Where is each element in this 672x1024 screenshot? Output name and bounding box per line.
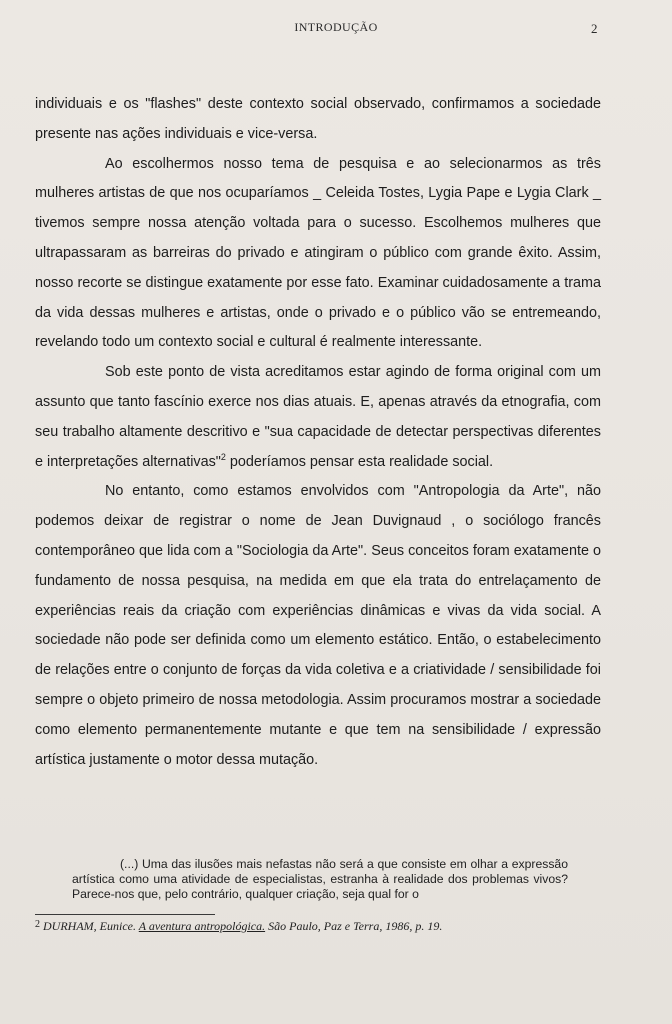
- footnote-author: DURHAM, Eunice.: [43, 919, 136, 933]
- paragraph-research-theme: Ao escolhermos nosso tema de pesquisa e ao selecionarmos as três mulheres artistas de que nos ocuparíamos _ Celeida Tostes, Lygia Pape e Lygia Clark _ tivemos sempre nossa atenção voltada para o sucesso. Escolhemos mulheres que ultrapassaram as barreiras do privado e atingiram o público com grande êxito. Assim, nosso recorte se distingue exatamente por esse fato. Examinar cuidadosamente a trama da vida dessas mulheres e artistas, onde o privado e o público vão se entremeando, revelando todo um contexto social e cultural é realmente interessante.: [35, 155, 601, 351]
- block-quote-text: (...) Uma das ilusões mais nefastas não será a que consiste em olhar a expressão artística como uma atividade de especialistas, estranha à realidade dos problemas vivos? Parece-nos que, pelo contrário, qualquer criação, seja qual for o: [72, 857, 568, 902]
- footnote-divider: [35, 914, 215, 915]
- block-quote: [72, 857, 568, 903]
- paragraph-ethnography: [35, 358, 601, 477]
- paragraph-sociology-of-art: No entanto, como estamos envolvidos com "Antropologia da Arte", não podemos deixar de registrar o nome de Jean Duvignaud , o sociólogo francês contemporâneo que lida com a "Sociologia da Arte". Seus conceitos foram exatamente o fundamento de nossa pesquisa, na medida em que ela trata do entrelaçamento de experiências reais da criação com experiências dinâmicas e vivas da vida social. A sociedade não pode ser definida como um elemento estático. Então, o estabelecimento de relações entre o conjunto de forças da vida coletiva e a criatividade / sensibilidade foi sempre o objeto primeiro de nossa metodologia. Assim procuramos mostrar a sociedade como elemento permanentemente mutante e que tem na sensibilidade / expressão artística justamente o motor dessa mutação.: [35, 483, 601, 768]
- footnote: [35, 919, 615, 934]
- main-text: [35, 90, 601, 775]
- footnote-marker: 2: [35, 919, 40, 930]
- footnote-book-title: A aventura antropológica.: [138, 919, 266, 933]
- footnote-reference: 2: [220, 451, 226, 462]
- running-header-title: INTRODUÇÃO: [294, 20, 378, 34]
- paragraph-continuation: individuais e os "flashes" deste contexto social observado, confirmamos a sociedade presente nas ações individuais e vice-versa.: [35, 96, 601, 142]
- footnote-details: São Paulo, Paz e Terra, 1986, p. 19.: [268, 919, 443, 933]
- paragraph-ethnography-text-end: poderíamos pensar esta realidade social.: [225, 453, 494, 470]
- page-number: 2: [591, 21, 598, 36]
- paragraph-ethnography-text: Sob este ponto de vista acreditamos estar agindo de forma original com um assunto que tanto fascínio exerce nos dias atuais. E, apenas através da etnografia, com seu trabalho altamente descritivo e "sua capacidade de detectar perspectivas diferentes e interpretações alternativas": [35, 364, 601, 470]
